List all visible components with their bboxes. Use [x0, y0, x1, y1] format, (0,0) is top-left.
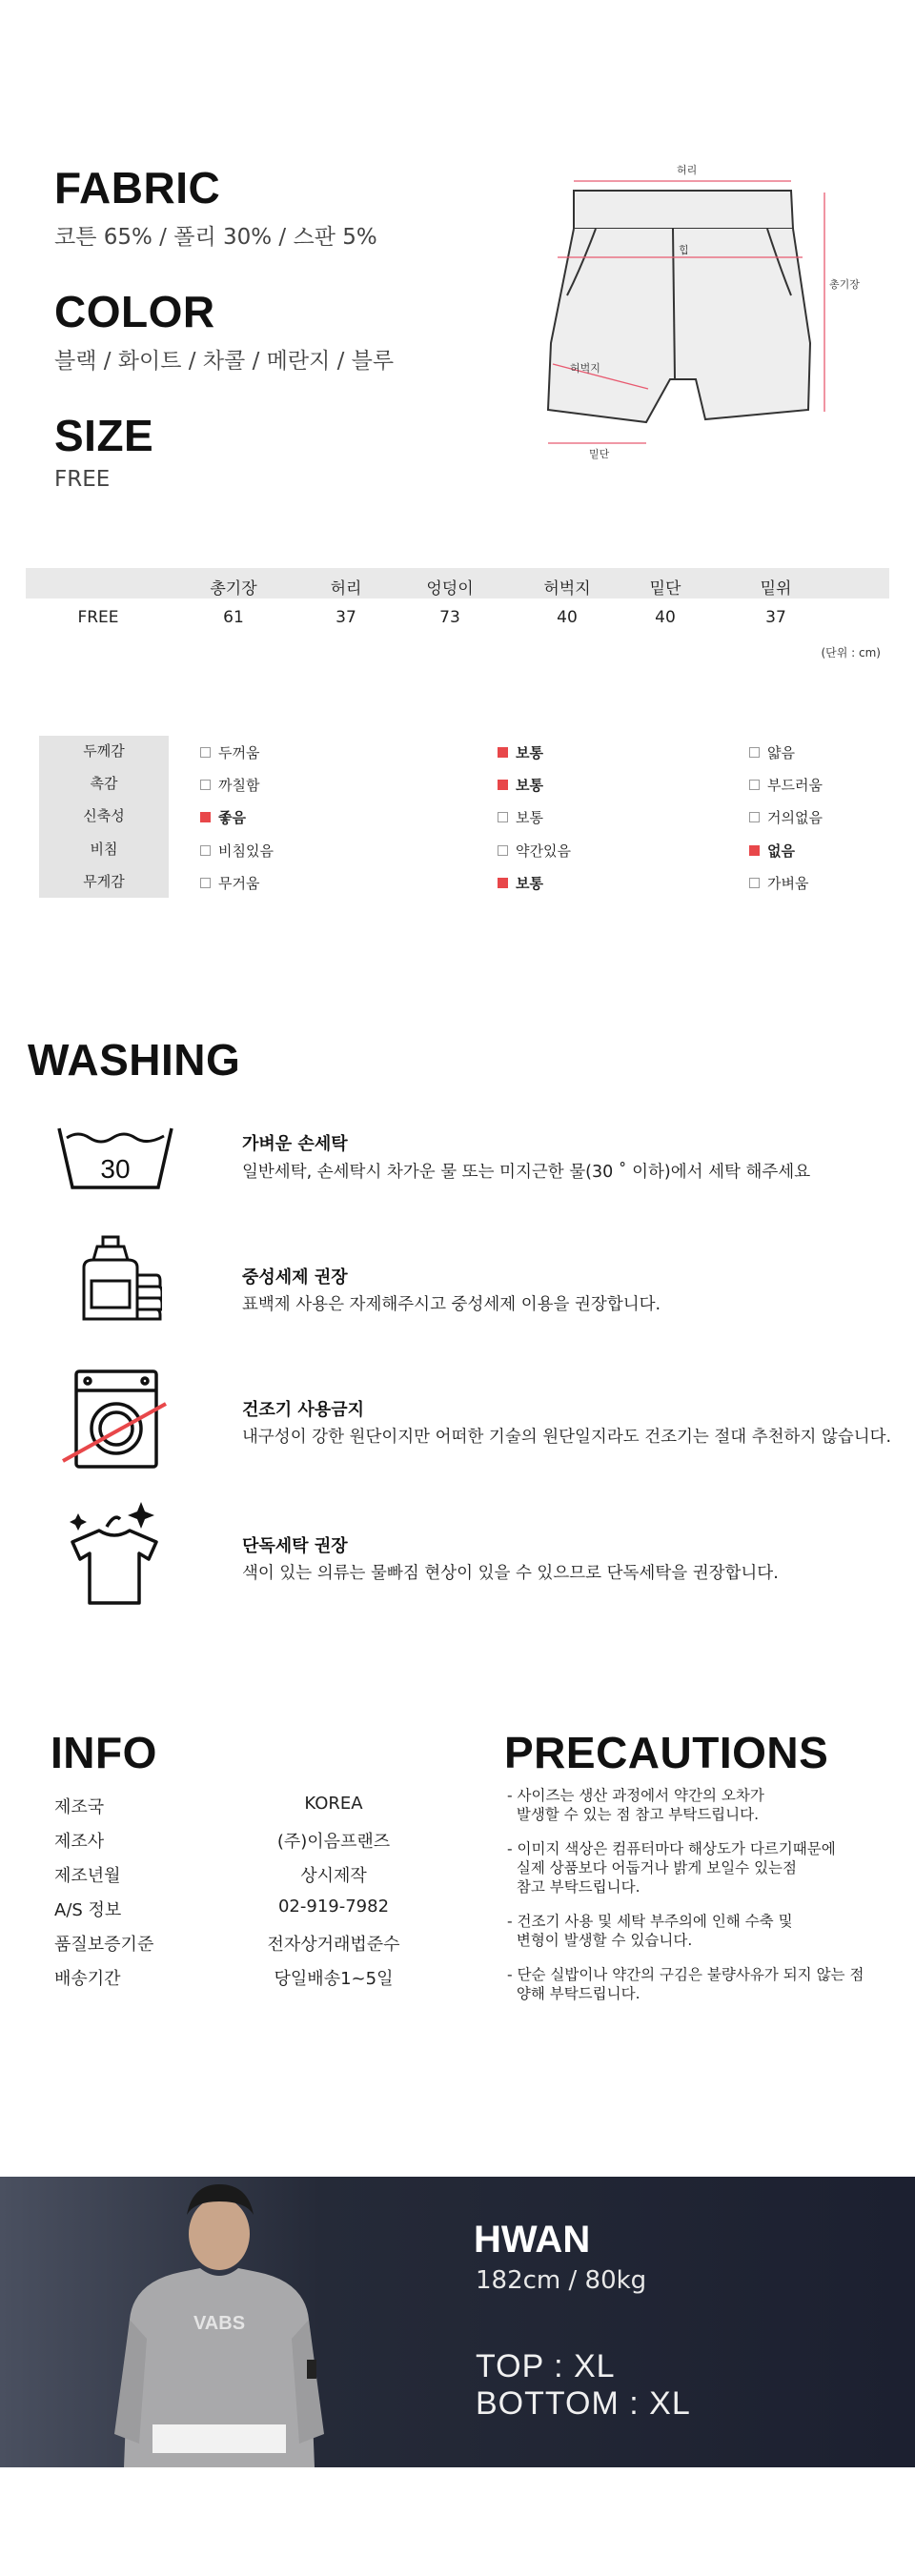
no-dryer-icon	[59, 1368, 173, 1471]
wash-temp-label: 30	[100, 1154, 131, 1184]
size-col-rise: 밑위	[760, 579, 792, 598]
feel-option	[200, 841, 274, 861]
feel-option-label: 좋음	[218, 809, 246, 826]
feel-option-label: 보통	[516, 809, 543, 826]
unchecked-box-icon	[200, 878, 211, 888]
unchecked-box-icon	[749, 780, 760, 790]
size-val-length: 61	[223, 608, 244, 627]
model-banner	[0, 2177, 915, 2467]
model-spec: 182cm / 80kg	[476, 2266, 647, 2295]
fabric-title: FABRIC	[54, 163, 221, 213]
size-title: SIZE	[54, 411, 154, 460]
info-key: 제조국	[54, 1797, 105, 1817]
precaution-item: - 단순 실밥이나 약간의 구김은 불량사유가 되지 않는 점 양해 부탁드립니다.	[507, 1966, 864, 2002]
size-val-rise: 37	[765, 608, 786, 627]
info-key: 제조사	[54, 1832, 105, 1852]
feel-option	[749, 873, 808, 893]
feel-option-label: 약간있음	[516, 842, 571, 860]
feel-option	[200, 807, 246, 827]
shirt-print: VABS	[193, 2313, 246, 2334]
size-col-hem: 밑단	[649, 579, 681, 598]
model-top-size: TOP : XL	[476, 2348, 616, 2384]
feel-option	[200, 775, 259, 795]
size-val-hip: 73	[439, 608, 460, 627]
feel-option	[498, 841, 571, 861]
info-value: 02-919-7982	[277, 1897, 390, 1917]
feel-row-label: 무게감	[39, 866, 169, 897]
size-val-hem: 40	[655, 608, 676, 627]
wash-item-desc: 색이 있는 의류는 물빠짐 현상이 있을 수 있으므로 단독세탁을 권장합니다.	[242, 1564, 779, 1583]
diagram-thigh-label: 허벅지	[570, 362, 600, 375]
info-title: INFO	[51, 1728, 157, 1777]
size-col-hip: 엉덩이	[426, 579, 474, 598]
wash-item-title: 단독세탁 권장	[242, 1536, 348, 1556]
info-key: A/S 정보	[54, 1900, 122, 1920]
unchecked-box-icon	[749, 812, 760, 822]
precaution-item: - 사이즈는 생산 과정에서 약간의 오차가 발생할 수 있는 점 참고 부탁드립니다.	[507, 1787, 764, 1823]
info-value: KOREA	[304, 1794, 363, 1814]
wash-item-title: 중성세제 권장	[242, 1268, 348, 1288]
feel-option-label: 보통	[516, 777, 543, 794]
info-value: (주)이음프랜즈	[276, 1832, 391, 1852]
feel-option-label: 부드러움	[767, 777, 823, 794]
color-value: 블랙 / 화이트 / 차콜 / 메란지 / 블루	[54, 349, 395, 374]
feel-option-label: 보통	[516, 744, 543, 761]
feel-option-label: 보통	[516, 875, 543, 892]
detergent-icon	[74, 1233, 162, 1325]
feel-option	[498, 742, 543, 762]
feel-option-label: 가벼움	[767, 875, 809, 892]
info-value: 당일배송1~5일	[274, 1969, 394, 1989]
feel-option-label: 없음	[767, 842, 795, 860]
model-photo	[86, 2177, 353, 2467]
feel-row-label: 신축성	[39, 801, 169, 831]
checked-box-icon	[498, 878, 508, 888]
feel-option	[498, 873, 543, 893]
feel-row-label: 비침	[39, 834, 169, 864]
wash-item-desc: 표백제 사용은 자제해주시고 중성세제 이용을 권장합니다.	[242, 1295, 661, 1314]
feel-option	[749, 775, 823, 795]
diagram-waist-label: 허리	[677, 164, 698, 176]
unchecked-box-icon	[749, 878, 760, 888]
shorts-diagram	[515, 152, 877, 467]
precaution-item: - 이미지 색상은 컴퓨터마다 해상도가 다르기때문에 실제 상품보다 어둡거나 밝게 보일수 있는점 참고 부탁드립니다.	[507, 1840, 836, 1896]
precaution-item: - 건조기 사용 및 세탁 부주의에 인해 수축 및 변형이 발생할 수 있습니다.	[507, 1913, 793, 1949]
feel-option	[749, 742, 795, 762]
feel-option	[498, 775, 543, 795]
model-name: HWAN	[474, 2219, 591, 2261]
size-value: FREE	[54, 467, 111, 492]
feel-option-label: 비침있음	[218, 842, 274, 860]
washing-title: WASHING	[28, 1035, 241, 1085]
size-val-waist: 37	[336, 608, 356, 627]
info-key: 배송기간	[54, 1969, 121, 1989]
fabric-value: 코튼 65% / 폴리 30% / 스판 5%	[54, 225, 377, 250]
feel-option-label: 얇음	[767, 744, 795, 761]
size-col-waist: 허리	[330, 579, 362, 598]
unchecked-box-icon	[200, 747, 211, 758]
feel-option-label: 거의없음	[767, 809, 823, 826]
diagram-length-label: 총기장	[829, 278, 860, 291]
feel-option	[749, 807, 823, 827]
feel-option	[498, 807, 543, 827]
checked-box-icon	[749, 845, 760, 856]
separate-wash-icon	[65, 1498, 166, 1611]
unchecked-box-icon	[498, 845, 508, 856]
feel-row-label: 두께감	[39, 736, 169, 766]
wash-30-icon	[55, 1123, 175, 1191]
checked-box-icon	[498, 780, 508, 790]
wash-item-desc: 일반세탁, 손세탁시 차가운 물 또는 미지근한 물(30 ˚ 이하)에서 세탁 해주세요	[242, 1163, 811, 1182]
wash-item-desc: 내구성이 강한 원단이지만 어떠한 기술의 원단일지라도 건조기는 절대 추천하지 않습니다.	[242, 1428, 892, 1447]
diagram-hip-label: 힙	[679, 244, 689, 256]
feel-option-label: 까칠함	[218, 777, 260, 794]
info-key: 제조년월	[54, 1866, 121, 1886]
size-val-thigh: 40	[557, 608, 578, 627]
model-bottom-size: BOTTOM : XL	[476, 2385, 691, 2422]
wash-item-title: 건조기 사용금지	[242, 1400, 364, 1420]
feel-option	[200, 742, 259, 762]
diagram-hem-label: 밑단	[589, 448, 610, 460]
feel-option-label: 두꺼움	[218, 744, 260, 761]
feel-option-label: 무거움	[218, 875, 260, 892]
checked-box-icon	[200, 812, 211, 822]
size-col-thigh: 허벅지	[543, 579, 591, 598]
unchecked-box-icon	[200, 780, 211, 790]
info-value: 상시제작	[300, 1866, 367, 1886]
precautions-title: PRECAUTIONS	[504, 1728, 829, 1777]
feel-option	[749, 841, 795, 861]
size-col-length: 총기장	[210, 579, 257, 598]
unchecked-box-icon	[200, 845, 211, 856]
color-title: COLOR	[54, 287, 215, 336]
info-key: 품질보증기준	[54, 1935, 154, 1955]
feel-option	[200, 873, 259, 893]
checked-box-icon	[498, 747, 508, 758]
unchecked-box-icon	[749, 747, 760, 758]
size-row-label: FREE	[77, 608, 119, 627]
size-unit: (단위 : cm)	[821, 646, 881, 659]
wash-item-title: 가벼운 손세탁	[242, 1134, 348, 1154]
unchecked-box-icon	[498, 812, 508, 822]
info-value: 전자상거래법준수	[267, 1935, 400, 1955]
feel-row-label: 촉감	[39, 768, 169, 799]
